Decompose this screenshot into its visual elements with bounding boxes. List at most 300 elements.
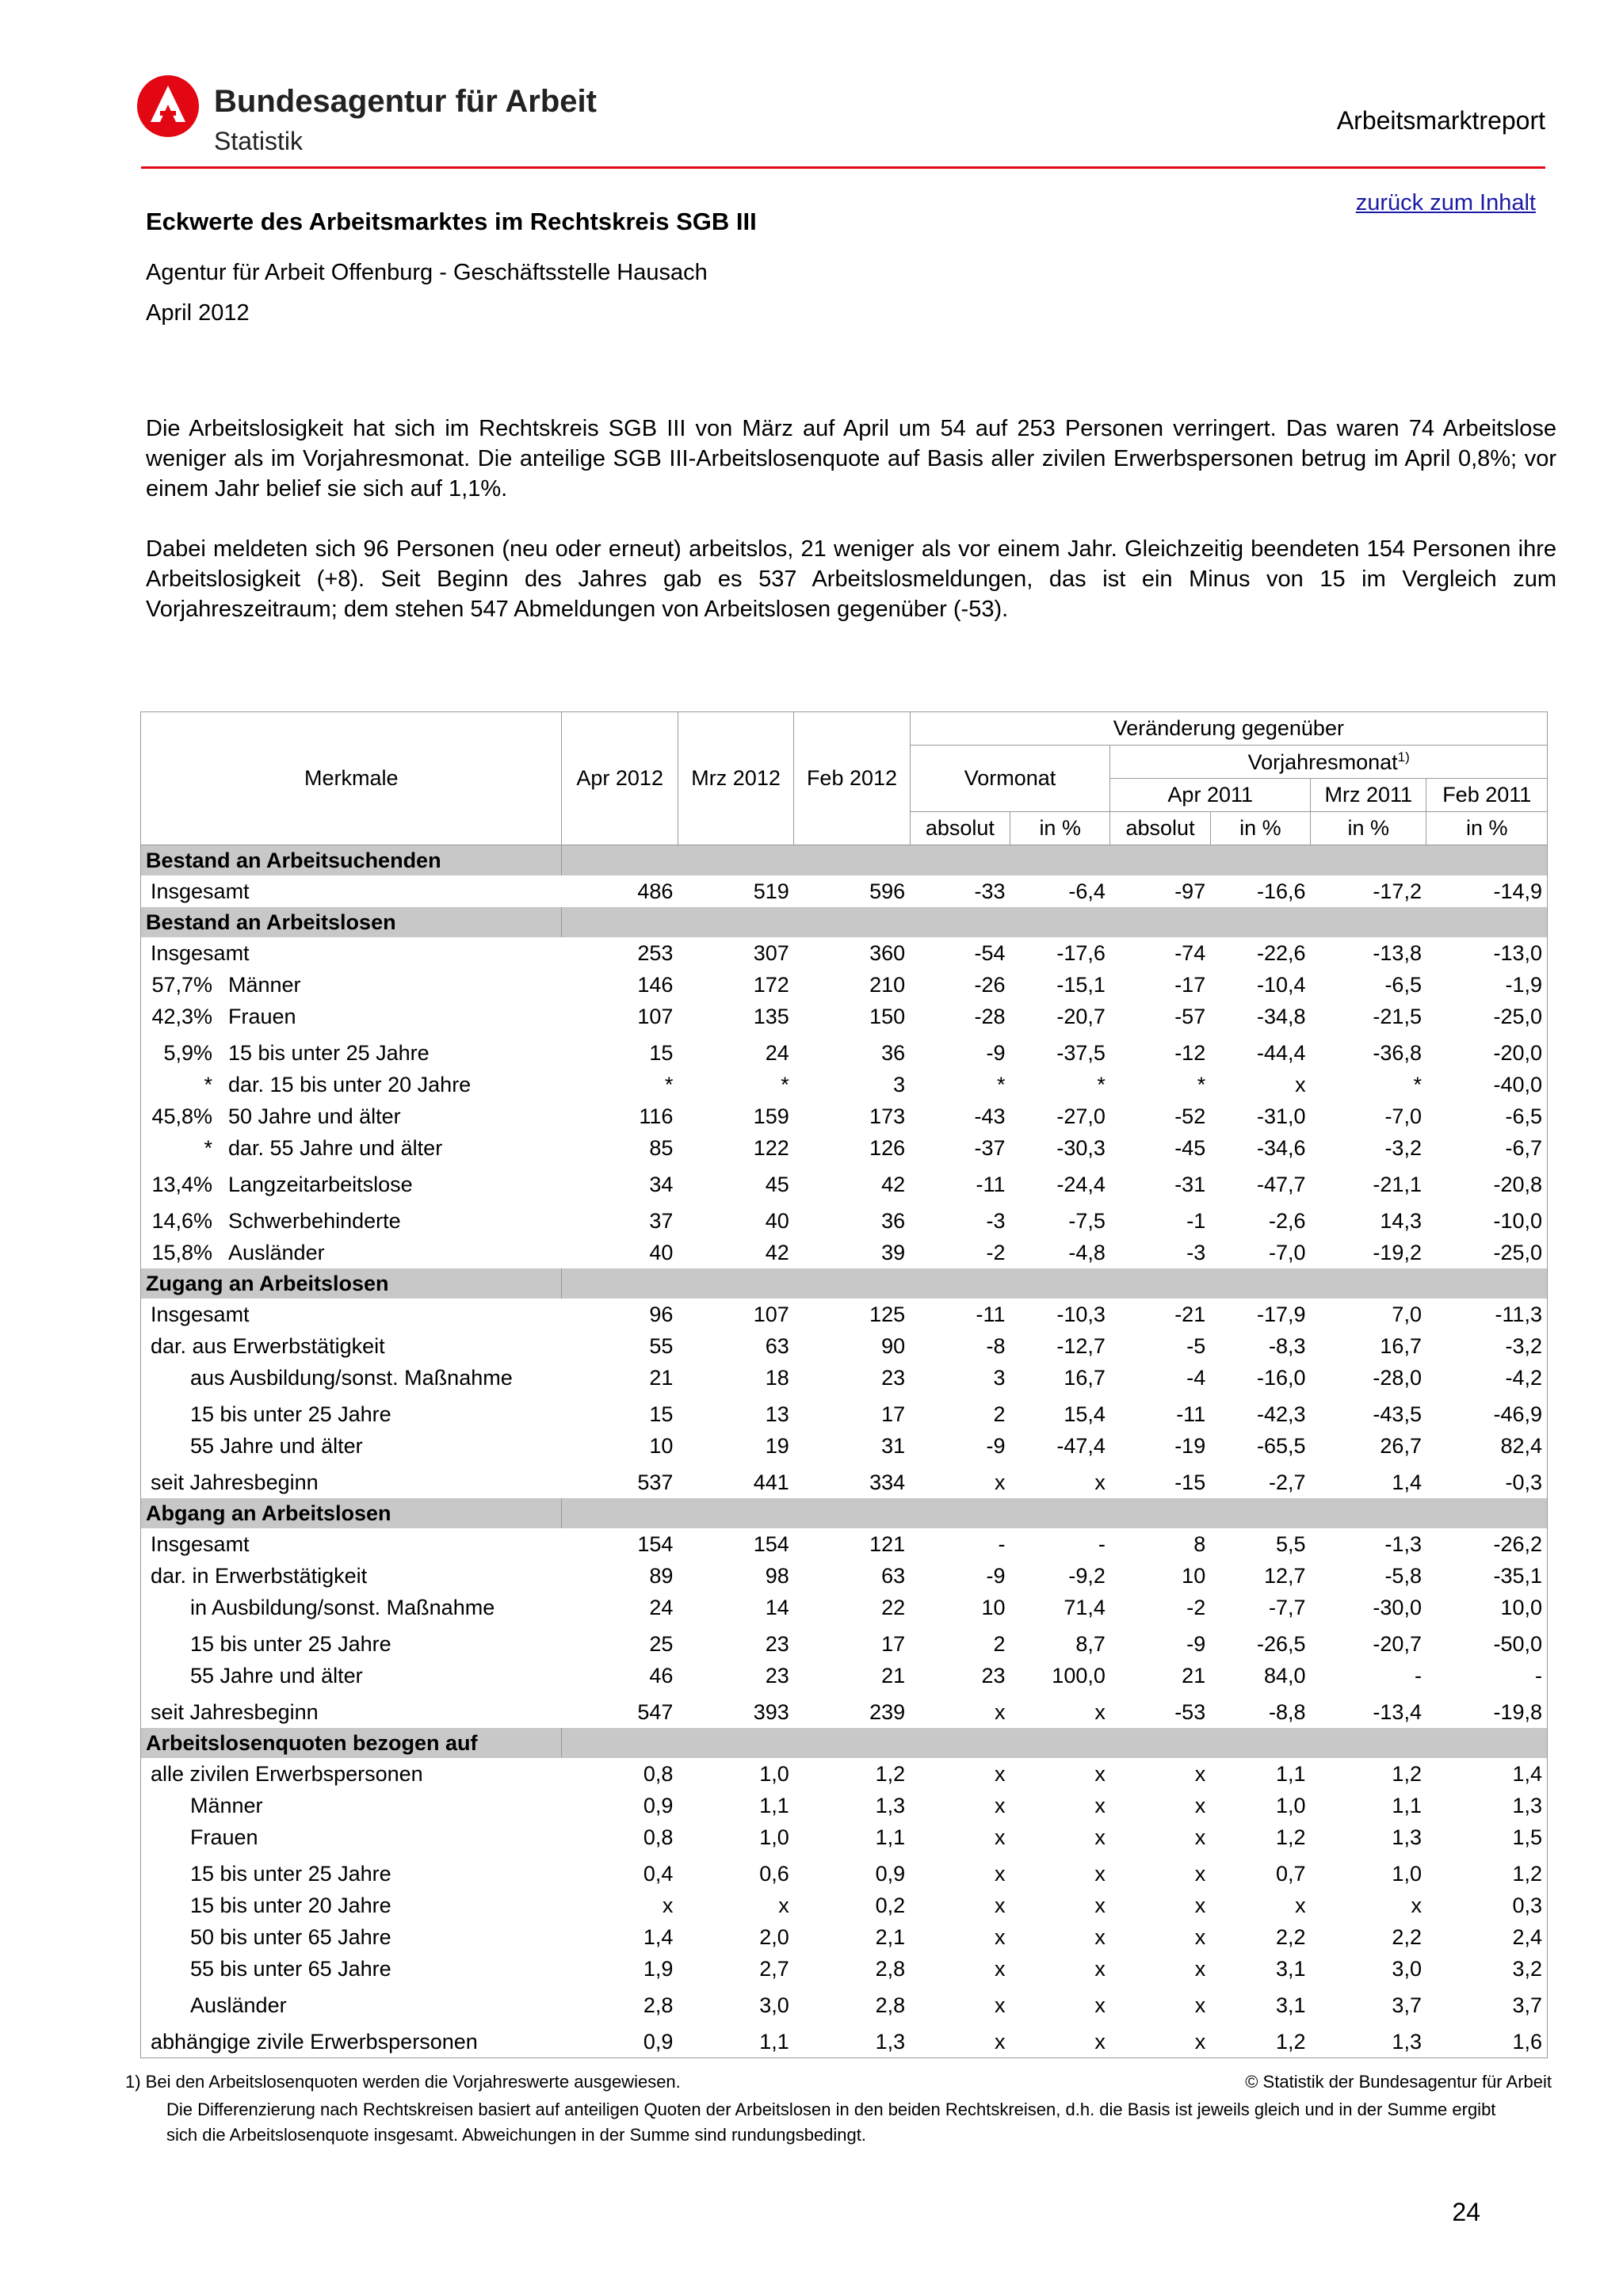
row-label-text: 50 Jahre und älter [228, 1104, 401, 1128]
page-title: Eckwerte des Arbeitsmarktes im Rechtskreis SGB III [146, 208, 757, 235]
table-cell: 1,4 [1392, 1470, 1422, 1494]
table-row [141, 1758, 1548, 1790]
table-cell: -40,0 [1426, 1069, 1548, 1100]
col-mrz-2011: Mrz 2011 [1311, 779, 1426, 812]
table-cell: 547 [637, 1699, 674, 1724]
table-cell: 10,0 [1426, 1592, 1548, 1623]
table-cell: 14 [765, 1595, 789, 1619]
table-cell: 2,4 [1426, 1921, 1548, 1953]
table-cell: 253 [637, 940, 674, 965]
table-row [141, 1985, 1548, 2021]
table-cell: -20,8 [1426, 1164, 1548, 1200]
table-cell: 19 [765, 1433, 789, 1458]
table-row [141, 1100, 1548, 1132]
row-label [141, 1164, 562, 1200]
table-cell: -35,1 [1426, 1560, 1548, 1592]
table-cell: 1,0 [1392, 1861, 1422, 1886]
table-cell: - [1098, 1531, 1106, 1556]
row-label [141, 937, 562, 969]
table-cell: 1,1 [759, 1793, 789, 1817]
table-cell: 1,3 [1311, 2021, 1426, 2058]
row-share: 5,9% [163, 1040, 212, 1065]
table-cell: x [1194, 1893, 1206, 1917]
table-cell: 537 [637, 1470, 674, 1494]
table-cell: 1,3 [1392, 1825, 1422, 1849]
col-feb-2012: Feb 2012 [794, 712, 910, 845]
col-vormonat-absolut: absolut [910, 812, 1010, 845]
table-cell: -26 [974, 972, 1006, 997]
table-cell: 0,3 [1426, 1890, 1548, 1921]
table-cell: -34,8 [1257, 1004, 1306, 1028]
table-cell: 3,0 [1392, 1956, 1422, 1981]
row-label [141, 875, 562, 907]
table-cell: 63 [881, 1563, 906, 1588]
table-cell: - [1414, 1663, 1422, 1688]
table-cell: 39 [881, 1240, 906, 1264]
table-cell: -47,7 [1257, 1172, 1306, 1196]
table-cell: 15,4 [1064, 1402, 1106, 1426]
col-mrz-2011-pct: in % [1311, 812, 1426, 845]
table-cell: 150 [869, 1004, 906, 1028]
table-cell: x [1194, 1924, 1206, 1949]
table-cell: 23 [881, 1365, 906, 1390]
table-section-header [141, 907, 1548, 937]
table-cell: 1,3 [1426, 1790, 1548, 1821]
table-cell: x [1295, 1072, 1306, 1097]
table-cell: 0,8 [643, 1761, 674, 1786]
table-cell: x [1194, 1761, 1206, 1786]
table-cell: 2 [993, 1402, 1006, 1426]
table-cell: -9,2 [1068, 1563, 1106, 1588]
table-cell: 1,1 [1392, 1793, 1422, 1817]
row-label-text: dar. in Erwerbstätigkeit [151, 1563, 368, 1588]
table-cell: 36 [881, 1040, 906, 1065]
row-label [141, 1069, 562, 1100]
table-cell: 2,2 [1276, 1924, 1306, 1949]
table-row [141, 969, 1548, 1001]
table-cell: 0,9 [875, 1861, 906, 1886]
table-cell: 12,7 [1264, 1563, 1306, 1588]
table-cell: -4 [1186, 1365, 1206, 1390]
table-row [141, 1890, 1548, 1921]
table-cell: 3,2 [1426, 1953, 1548, 1985]
table-cell: -24,4 [1056, 1172, 1106, 1196]
table-row [141, 1237, 1548, 1268]
table-cell: 360 [869, 940, 906, 965]
table-cell: 34 [649, 1172, 674, 1196]
row-share: * [204, 1135, 212, 1160]
col-feb-2011: Feb 2011 [1426, 779, 1548, 812]
table-cell: 85 [649, 1135, 674, 1160]
table-cell: -5 [1186, 1333, 1206, 1358]
table-cell: -17,9 [1257, 1302, 1306, 1326]
row-label [141, 1299, 562, 1330]
row-label [141, 1623, 562, 1660]
row-label-text: 55 bis unter 65 Jahre [190, 1956, 391, 1981]
table-cell: 146 [637, 972, 674, 997]
table-cell: 116 [639, 1104, 674, 1128]
table-cell: 13 [765, 1402, 789, 1426]
table-cell: 1,6 [1426, 2021, 1548, 2058]
table-cell: -8,8 [1269, 1699, 1306, 1724]
table-cell: 1,3 [875, 1793, 906, 1817]
row-label-text: in Ausbildung/sonst. Maßnahme [190, 1595, 495, 1619]
table-cell: -37,5 [1056, 1040, 1106, 1065]
table-cell: -1 [1186, 1208, 1206, 1233]
table-cell: -12,7 [1056, 1333, 1106, 1358]
table-row [141, 1001, 1548, 1032]
table-cell: x [995, 1793, 1006, 1817]
table-row [141, 875, 1548, 907]
table-cell: x [1094, 1993, 1106, 2017]
table-cell: 89 [649, 1563, 674, 1588]
table-cell: 100,0 [1052, 1663, 1106, 1688]
row-label [141, 1330, 562, 1362]
table-cell: 0,9 [562, 2021, 678, 2058]
footnote-1: 1) Bei den Arbeitslosenquoten werden die Vorjahreswerte ausgewiesen. [125, 2072, 681, 2092]
row-label-text: 15 bis unter 25 Jahre [190, 1402, 391, 1426]
table-cell: 42 [881, 1172, 906, 1196]
table-cell: 3,0 [759, 1993, 789, 2017]
table-section-header [141, 1728, 1548, 1758]
table-cell: 23 [765, 1631, 789, 1656]
row-label [141, 1001, 562, 1032]
row-label [141, 1592, 562, 1623]
col-merkmale: Merkmale [141, 712, 562, 845]
table-cell: 2,7 [759, 1956, 789, 1981]
col-vormonat: Vormonat [910, 746, 1110, 812]
table-cell: -20,0 [1426, 1032, 1548, 1069]
col-vorjahr-pct: in % [1210, 812, 1310, 845]
table-cell: -13,0 [1426, 937, 1548, 969]
table-cell: x [995, 1956, 1006, 1981]
table-cell: -30,0 [1373, 1595, 1422, 1619]
table-cell: x [1295, 1893, 1306, 1917]
table-cell: - [998, 1531, 1006, 1556]
row-label-text: seit Jahresbeginn [151, 1470, 319, 1494]
table-cell: -11 [976, 1302, 1006, 1326]
row-label [141, 969, 562, 1001]
table-row [141, 1623, 1548, 1660]
table-cell: -1,9 [1426, 969, 1548, 1001]
table-cell: 1,4 [643, 1924, 674, 1949]
table-cell: 18 [765, 1365, 789, 1390]
table-cell: x [995, 1825, 1006, 1849]
col-apr-2011: Apr 2011 [1110, 779, 1311, 812]
table-cell: x [1094, 1793, 1106, 1817]
table-cell: x [1094, 1956, 1106, 1981]
table-cell: 84,0 [1264, 1663, 1306, 1688]
table-cell: 21 [881, 1663, 906, 1688]
row-label [141, 1430, 562, 1462]
table-cell: -7,0 [1384, 1104, 1422, 1128]
row-label-text: Ausländer [190, 1993, 287, 2017]
summary-paragraph-1: Die Arbeitslosigkeit hat sich im Rechtskreis SGB III von März auf April um 54 auf 253 Personen verringert. Das waren 74 Arbeitslose weniger als im Vorjahresmonat. Die anteilige SGB III-Arbeitslosenquote auf Basis aller zivilen Erwerbspersonen betrug im April 0,8%; vor einem Jahr belief sie sich auf 1,1%. [146, 416, 1556, 502]
table-cell: -6,7 [1426, 1132, 1548, 1164]
table-section-header [141, 1268, 1548, 1299]
table-cell: 2,8 [875, 1993, 906, 2017]
row-label-text: Ausländer [228, 1240, 325, 1264]
table-cell: 1,1 [1276, 1761, 1306, 1786]
table-cell: 0,6 [759, 1861, 789, 1886]
table-cell: * [664, 1072, 674, 1097]
col-apr-2012: Apr 2012 [562, 712, 678, 845]
table-cell: -3,2 [1426, 1330, 1548, 1362]
back-to-contents-link[interactable]: zurück zum Inhalt [1355, 190, 1536, 215]
table-cell: 1,0 [759, 1761, 789, 1786]
table-cell: -5,8 [1384, 1563, 1422, 1588]
table-cell: 2,8 [875, 1956, 906, 1981]
row-label [141, 1528, 562, 1560]
footnote-2: Die Differenzierung nach Rechtskreisen basiert auf anteiligen Quoten der Arbeitslosen in den beiden Rechtskreisen, d.h. die Basis ist jeweils gleich und in der Summe ergibt sich die Arbeitslosenquote insgesamt. Abweichungen in der Summe sind rundungsbedingt. [166, 2100, 1496, 2145]
row-label-text: Männer [228, 972, 301, 997]
table-cell: x [1194, 1861, 1206, 1886]
table-row [141, 1921, 1548, 1953]
table-cell: -25,0 [1426, 1237, 1548, 1268]
table-cell: 36 [881, 1208, 906, 1233]
table-cell: x [910, 2021, 1010, 2058]
table-cell: -2,6 [1269, 1208, 1306, 1233]
table-cell: 40 [649, 1240, 674, 1264]
table-cell: -3 [986, 1208, 1006, 1233]
table-cell: x [995, 1761, 1006, 1786]
row-label-text: Frauen [190, 1825, 258, 1849]
row-label [141, 1362, 562, 1394]
table-cell: x [1094, 1893, 1106, 1917]
table-cell: 2,8 [643, 1993, 674, 2017]
table-cell: 14,3 [1380, 1208, 1422, 1233]
table-cell: 31 [881, 1433, 906, 1458]
table-cell: 3 [993, 1365, 1006, 1390]
header-divider [141, 166, 1545, 169]
table-cell: -21 [1174, 1302, 1206, 1326]
table-cell: -0,3 [1426, 1462, 1548, 1498]
table-cell: -15 [1174, 1470, 1206, 1494]
row-label-text: abhängige zivile Erwerbspersonen [151, 2029, 478, 2054]
table-cell: -11 [976, 1172, 1006, 1196]
table-cell: 1,2 [1426, 1853, 1548, 1890]
table-row [141, 1953, 1548, 1985]
table-row [141, 1592, 1548, 1623]
table-cell: -27,0 [1056, 1104, 1106, 1128]
table-cell: 26,7 [1380, 1433, 1422, 1458]
table-cell: -9 [1186, 1631, 1206, 1656]
table-cell: 8 [1193, 1531, 1206, 1556]
table-cell: 154 [637, 1531, 674, 1556]
table-cell: x [1094, 1470, 1106, 1494]
table-cell: 121 [869, 1531, 906, 1556]
table-cell: -11,3 [1426, 1299, 1548, 1330]
table-cell: 17 [881, 1631, 906, 1656]
row-label [141, 1394, 562, 1430]
table-section-header [141, 845, 1548, 876]
table-cell: 0,7 [1276, 1861, 1306, 1886]
table-row [141, 1132, 1548, 1164]
table-cell: 25 [649, 1631, 674, 1656]
row-label-text: dar. 55 Jahre und älter [228, 1135, 443, 1160]
row-label-text: 50 bis unter 65 Jahre [190, 1924, 391, 1949]
row-label-text: Insgesamt [151, 940, 250, 965]
table-cell: 46 [649, 1663, 674, 1688]
table-cell: -28,0 [1373, 1365, 1422, 1390]
table-cell: -16,6 [1257, 879, 1306, 903]
table-cell: -3,2 [1384, 1135, 1422, 1160]
table-cell: 16,7 [1380, 1333, 1422, 1358]
table-cell: 24 [765, 1040, 789, 1065]
table-cell: 23 [981, 1663, 1006, 1688]
table-cell: -15,1 [1056, 972, 1106, 997]
row-label [141, 1821, 562, 1853]
table-cell: 334 [869, 1470, 906, 1494]
table-cell: 0,8 [643, 1825, 674, 1849]
row-share: 57,7% [151, 972, 212, 997]
row-label [141, 1985, 562, 2021]
row-label-text: 15 bis unter 25 Jahre [228, 1040, 430, 1065]
table-cell: 1,5 [1426, 1821, 1548, 1853]
table-cell: -25,0 [1426, 1001, 1548, 1032]
table-cell: * [1197, 1072, 1206, 1097]
table-cell: 135 [753, 1004, 789, 1028]
table-cell: -45 [1174, 1135, 1206, 1160]
table-cell: 172 [753, 972, 789, 997]
table-cell: -42,3 [1257, 1402, 1306, 1426]
table-cell: -6,4 [1068, 879, 1106, 903]
row-label-text: Insgesamt [151, 1531, 250, 1556]
table-cell: 107 [637, 1004, 674, 1028]
table-cell: x [1194, 1825, 1206, 1849]
table-cell: 173 [869, 1104, 906, 1128]
table-cell: -8,3 [1269, 1333, 1306, 1358]
labour-market-table [140, 711, 1548, 2058]
table-cell: x [778, 1893, 789, 1917]
row-label-text: dar. 15 bis unter 20 Jahre [228, 1072, 472, 1097]
table-cell: x [1194, 1993, 1206, 2017]
table-cell: 307 [753, 940, 789, 965]
table-cell: -57 [1174, 1004, 1206, 1028]
table-cell: x [1010, 2021, 1110, 2058]
table-cell: -7,7 [1269, 1595, 1306, 1619]
table-cell: x [662, 1893, 674, 1917]
table-cell: 2,2 [1392, 1924, 1422, 1949]
table-cell: -10,3 [1056, 1302, 1106, 1326]
table-cell: -28 [974, 1004, 1006, 1028]
table-cell: -47,4 [1056, 1433, 1106, 1458]
table-cell: 71,4 [1064, 1595, 1106, 1619]
row-label [141, 1953, 562, 1985]
table-cell: -52 [1174, 1104, 1206, 1128]
table-cell: 441 [753, 1470, 789, 1494]
table-cell: x [1411, 1893, 1422, 1917]
table-row [141, 1790, 1548, 1821]
table-cell: -17,2 [1373, 879, 1422, 903]
copyright-note: © Statistik der Bundesagentur für Arbeit [1245, 2072, 1552, 2092]
table-cell: 2,0 [759, 1924, 789, 1949]
table-cell: -6,5 [1384, 972, 1422, 997]
table-cell: * [1097, 1072, 1106, 1097]
table-cell: 8,7 [1075, 1631, 1106, 1656]
table-cell: -20,7 [1056, 1004, 1106, 1028]
row-share: 15,8% [151, 1240, 212, 1264]
table-cell: 3,7 [1392, 1993, 1422, 2017]
row-label-text: alle zivilen Erwerbspersonen [151, 1761, 423, 1786]
table-row [141, 1362, 1548, 1394]
summary-paragraph-2: Dabei meldeten sich 96 Personen (neu oder erneut) arbeitslos, 21 weniger als vor einem Jahr. Gleichzeitig beendeten 154 Personen ihre Arbeitslosigkeit (+8). Seit Beginn des Jahres gab es 537 Arbeitslosmeldungen, das ist ein Minus von 15 im Vergleich zum Vorjahreszeitraum; dem stehen 547 Abmeldungen von Arbeitslosen gegenüber (-53). [146, 536, 1556, 622]
table-cell: -50,0 [1426, 1623, 1548, 1660]
table-cell: 21 [649, 1365, 674, 1390]
table-cell: 2 [993, 1631, 1006, 1656]
table-cell: 210 [869, 972, 906, 997]
row-label-text: aus Ausbildung/sonst. Maßnahme [190, 1365, 513, 1390]
table-cell: * [781, 1072, 789, 1097]
table-row [141, 1299, 1548, 1330]
report-date: April 2012 [146, 300, 250, 326]
col-veraenderung: Veränderung gegenüber [910, 712, 1547, 746]
table-cell: 16,7 [1064, 1365, 1106, 1390]
page-subtitle: Agentur für Arbeit Offenburg - Geschäftsstelle Hausach [146, 260, 708, 285]
table-cell: * [997, 1072, 1006, 1097]
table-row [141, 1330, 1548, 1362]
section-title: Abgang an Arbeitslosen [141, 1498, 562, 1528]
table-row [141, 1069, 1548, 1100]
table-cell: 1,2 [875, 1761, 906, 1786]
table-cell: -17 [1174, 972, 1206, 997]
table-cell: - [1426, 1660, 1548, 1691]
table-cell: -53 [1174, 1699, 1206, 1724]
table-cell: x [1194, 1956, 1206, 1981]
table-cell: -10,0 [1426, 1200, 1548, 1237]
table-cell: -7,5 [1068, 1208, 1106, 1233]
table-cell: 7,0 [1392, 1302, 1422, 1326]
table-cell: x [995, 1924, 1006, 1949]
table-row [141, 1853, 1548, 1890]
table-cell: -12 [1174, 1040, 1206, 1065]
table-cell: -26,5 [1257, 1631, 1306, 1656]
row-label [141, 1691, 562, 1728]
table-cell: 1,1 [875, 1825, 906, 1849]
table-cell: 486 [637, 879, 674, 903]
table-cell: -34,6 [1257, 1135, 1306, 1160]
table-cell: -2,7 [1269, 1470, 1306, 1494]
table-cell: -36,8 [1373, 1040, 1422, 1065]
row-label-text: Schwerbehinderte [228, 1208, 401, 1233]
row-share: 13,4% [151, 1172, 212, 1196]
table-cell: 42 [765, 1240, 789, 1264]
row-label-text: 15 bis unter 20 Jahre [190, 1893, 391, 1917]
table-cell: 1,2 [1210, 2021, 1310, 2058]
table-cell: -33 [974, 879, 1006, 903]
table-cell: -43,5 [1373, 1402, 1422, 1426]
table-cell: 1,2 [1276, 1825, 1306, 1849]
table-cell: -17,6 [1056, 940, 1106, 965]
section-title: Zugang an Arbeitslosen [141, 1268, 562, 1299]
row-label [141, 2021, 562, 2058]
row-label [141, 1560, 562, 1592]
table-cell: -74 [1174, 940, 1206, 965]
table-cell: 15 [649, 1402, 674, 1426]
table-cell: 393 [753, 1699, 789, 1724]
row-label-text: dar. aus Erwerbstätigkeit [151, 1333, 385, 1358]
table-cell: 1,3 [794, 2021, 910, 2058]
table-cell: 23 [765, 1663, 789, 1688]
section-title: Bestand an Arbeitslosen [141, 907, 562, 937]
table-row [141, 1430, 1548, 1462]
table-row [141, 1691, 1548, 1728]
table-cell: -21,1 [1373, 1172, 1422, 1196]
table-cell: -31 [1174, 1172, 1206, 1196]
table-cell: 154 [753, 1531, 789, 1556]
row-label-text: Insgesamt [151, 879, 250, 903]
row-label-text: 15 bis unter 25 Jahre [190, 1861, 391, 1886]
